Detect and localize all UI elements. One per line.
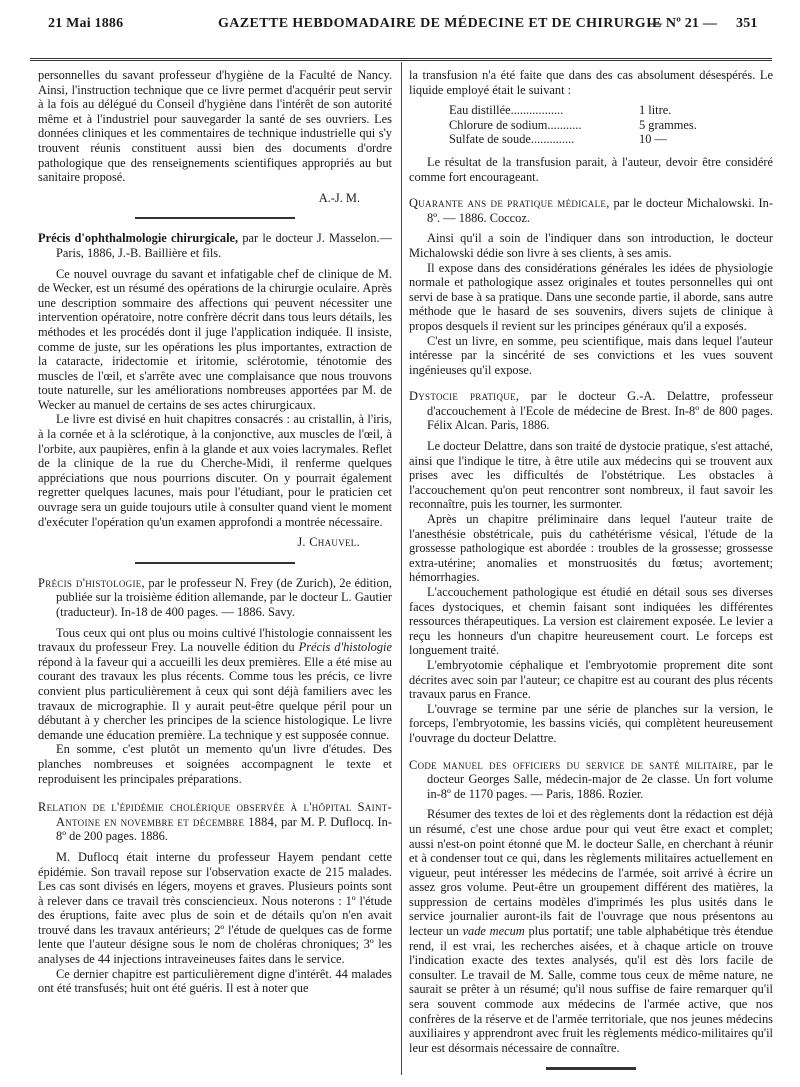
review-continuation-paragraph: la transfusion n'a été faite que dans des cas absolument désespérés. Le liquide employé était le suivant : bbox=[409, 68, 773, 97]
text-run: plus portatif; une table alphabétique très étendue rend, il est vrai, les recherches aisées, et à chaque article on trouve l'indication exacte des textes analysés, qu'il est dès lors facile de consulter. Le travail de M. Salle, comme tous ceux de même nature, ne saurait se prêter à un résumé; qu'il nous suffise de faire remarquer qu'il sera souvent commode aux médecins de l'armée active, que nos confrères de la réserve et de l'armée territoriale, que nos jeunes médecins auxiliaires y apprendront avec fruit les règlements médico-militaires qu'il leur est désormais nécessaire de connaître. bbox=[409, 924, 773, 1055]
review-paragraph: Il expose dans des considérations générales les idées de physiologie normale et pathologique assez originales et toutes personnelles qui ont servi de base à sa pratique. Dans une seconde partie, il aborde, sans autre méthode que le hasard de ses souvenirs, divers sujets de clinique à propos desquels il revient sur les principes généraux qu'il a exposés. bbox=[409, 260, 773, 333]
review-signature: J. Chauvel. bbox=[297, 535, 360, 550]
solution-formula-table bbox=[449, 103, 703, 147]
formula-row bbox=[449, 118, 703, 133]
italic-term: vade mecum bbox=[462, 924, 525, 939]
page-number: 351 bbox=[736, 16, 758, 31]
book-title: Précis d'histologie, bbox=[38, 575, 145, 590]
review-paragraph: Après un chapitre préliminaire dans lequel l'auteur traite de l'anesthésie obstétricale, puis du cathétérisme vésical, l'étude de la grossesse pathologique est abordée : troubles de la grossesse; grossesse extra-utérine; anomalies et monstruosités du fœtus; avortement; hémorrhagies. bbox=[409, 512, 773, 585]
book-title: Précis d'ophthalmologie chirurgicale, bbox=[38, 231, 239, 246]
text-run: répond à la faveur qui a accueilli les deux premières. Elle a été mise au courant des travaux les plus récents. Comme tous les précis, ce livre convient plus particulièrement à ceux qui sont déjà familiers avec les travaux de micrographie. Il y aurait peut-être quelque péril pour un débutant à y chercher les principes de la science histologique. Le livre demande une éducation première. La technique y est supposée connue. bbox=[38, 654, 392, 742]
book-details: par M. P. Duflocq. In-8º de 200 pages. 1886. bbox=[56, 814, 392, 844]
review-paragraph: L'ouvrage se termine par une série de planches sur la version, le forceps, l'embryotomie, les bassins viciés, qui complètent heureusement l'ouvrage du docteur Delattre. bbox=[409, 701, 773, 745]
page-header bbox=[30, 14, 772, 36]
section-separator bbox=[135, 217, 295, 219]
header-rule bbox=[30, 58, 772, 61]
journal-title: GAZETTE HEBDOMADAIRE DE MÉDECINE ET DE CHIRURGIE bbox=[218, 16, 662, 31]
book-details: par le docteur Georges Salle, médecin-major de 2e classe. Un fort volume in-8º de 1170 pages. — Paris, 1886. Rozier. bbox=[427, 757, 773, 801]
book-title: Quarante ans de pratique médicale, bbox=[409, 196, 610, 211]
spacer bbox=[409, 184, 773, 194]
end-separator bbox=[546, 1067, 636, 1070]
review-heading-cholera bbox=[38, 800, 392, 844]
review-heading-dystocie bbox=[409, 389, 773, 433]
book-publisher: — Paris, 1886, J.-B. Baillière et fils. bbox=[56, 231, 392, 260]
review-paragraph: Le docteur Delattre, dans son traité de dystocie pratique, s'est attaché, ainsi que l'indique le titre, à être utile aux médecins qui se trouvent aux prises avec les difficultés de l'obstétrique. Les obstacles à l'accouchement qu'on peut rencontrer sont nombreux, il faut savoir les reconnaître, puis les tourner, les surmonter. bbox=[409, 439, 773, 512]
review-heading-code-manuel bbox=[409, 758, 773, 802]
book-details: par le docteur Michalowski. In-8º. — 1886. Coccoz. bbox=[427, 196, 773, 225]
review-signature: A.-J. M. bbox=[318, 190, 360, 205]
formula-row bbox=[449, 103, 703, 118]
review-paragraph: Le résultat de la transfusion parait, à l'auteur, devoir être considéré comme fort encourageant. bbox=[409, 154, 773, 184]
review-paragraph: L'accouchement pathologique est étudié en détail sous ses diverses faces dystociques, et chemin faisant sont indiquées les différentes ressources thérapeutiques. La version est clairement exposée. Le levier a reçu les honneurs d'un chapitre heureusement court. Le forceps est longuement traité. bbox=[409, 585, 773, 658]
ingredient-name: Chlorure de sodium........... bbox=[449, 117, 582, 132]
review-heading-histologie bbox=[38, 576, 392, 620]
book-title-italic: Précis d'histologie bbox=[298, 640, 392, 655]
review-paragraph bbox=[38, 626, 392, 743]
book-author: par le docteur J. Masselon. bbox=[242, 231, 380, 246]
right-column bbox=[409, 68, 773, 1082]
ingredient-quantity: 10 — bbox=[639, 132, 667, 147]
review-paragraph: M. Duflocq était interne du professeur Hayem pendant cette épidémie. Son travail repose sur l'observation exacte de 215 malades. Les cas sont divisés en légers, moyens et graves. Plusieurs points sont à relever dans ce travail très consciencieux. Nous noterons : 1º l'étude des éruptions, faite avec plus de soin et de détails qu'on n'en avait trouvé dans les travaux antérieurs; 2º l'étude de quelques cas de forme lente que l'auteur désigne sous le nom de choléras chroniques; 3º les analyses de 44 injections intraveineuses faites dans le service. bbox=[38, 849, 392, 967]
review-heading-ophthalmologie bbox=[38, 231, 392, 260]
issue-date: 21 Mai 1886 bbox=[48, 16, 124, 31]
review-paragraph: Ce dernier chapitre est particulièrement digne d'intérêt. 44 malades ont été transfusés; huit ont été guéris. Il est à noter que bbox=[38, 966, 392, 996]
book-title: Code manuel des officiers du service de santé militaire, bbox=[409, 757, 738, 772]
review-paragraph: C'est un livre, en somme, peu scientifique, mais dans lequel l'auteur intéresse par la sincérité de ses convictions et les vues souvent ingénieuses qu'il expose. bbox=[409, 333, 773, 377]
review-paragraph: Ce nouvel ouvrage du savant et infatigable chef de clinique de M. de Wecker, est un résumé des opérations de la chirurgie oculaire. Après une description sommaire des affections qui peuvent nécessiter une intervention opératoire, notre confrère décrit dans tous leurs détails, les méthodes et les procédés dont il juge l'application indiquée. Il insiste, comme de juste, sur les opérations les plus importantes, extraction de la cataracte, iridectomie et iritomie, sclérotomie, ténotomie des muscles de l'œil, et s'arrête avec une complaisance que nous trouvons toute naturelle, sur les améliorations nombreuses apportées par M. de Wecker au manuel de certains de ses actes chirurgicaux. bbox=[38, 266, 392, 412]
review-continuation-paragraph: personnelles du savant professeur d'hygiène de la Faculté de Nancy. Ainsi, l'instruction technique que ce livre permet d'acquérir peut servir à la fois au délégué du Conseil d'hygiène dans l'intérêt de son autorité même et à l'industriel pour sauvegarder la santé de ses ouvriers. Les données cliniques et les commentaires de technique industrielle qui s'y trouvent réunis constituent aussi bien des documents d'ordre pathologique que des renseignements scientifiques appropriés au but sanitaire proposé. bbox=[38, 68, 392, 185]
book-title: Relation de l'épidémie cholérique observée à l'hôpital Saint-Antoine en novembre et décembre 1884, bbox=[38, 800, 392, 829]
issue-number: — Nº 21 — bbox=[648, 16, 718, 31]
review-paragraph: Ainsi qu'il a soin de l'indiquer dans son introduction, le docteur Michalowski dédie son livre à ses clients, à ses amis. bbox=[409, 231, 773, 260]
book-details: par le professeur N. Frey (de Zurich), 2e édition, publiée sur la troisième édition allemande, par le docteur L. Gautier (traducteur). In-18 de 400 pages. — 1886. Savy. bbox=[56, 575, 392, 619]
ingredient-name: Sulfate de soude.............. bbox=[449, 132, 575, 147]
ingredient-name: Eau distillée................. bbox=[449, 103, 564, 118]
review-paragraph: En somme, c'est plutôt un memento qu'un livre d'études. Des planches nombreuses et soignées accompagnent le texte et reproduisent les principales préparations. bbox=[38, 742, 392, 786]
spacer bbox=[409, 746, 773, 756]
spacer bbox=[409, 377, 773, 387]
review-paragraph: L'embryotomie céphalique et l'embryotomie proprement dite sont décrites avec soin par l'auteur; ce chapitre est au courant des plus récents travaux parus en France. bbox=[409, 657, 773, 702]
review-paragraph bbox=[409, 807, 773, 1055]
text-run: Tous ceux qui ont plus ou moins cultivé l'histologie connaissent les travaux du professeur Frey. La nouvelle édition du bbox=[38, 625, 392, 655]
book-title: Dystocie pratique, bbox=[409, 389, 520, 404]
formula-row bbox=[449, 132, 703, 147]
text-run: Résumer des textes de loi et des règlements dont la rédaction est déjà un résumé, c'est une chose ardue pour qui veut être exact et complet; aussi n'est-on point étonné que M. le docteur Salle, en cherchant à réunir et à condenser tout ce qui, dans les règlements militaires actuellement en vigueur, peut intéresser les médecins de l'armée, soit arrivé à écrire un assez gros volume. Peut-être un groupement différent des matières, la suppression de certains modèles d'imprimés les plus usités dans le service journalier auront-ils fait de l'ouvrage que nous présentons au lecteur un bbox=[409, 807, 773, 939]
section-separator bbox=[135, 562, 295, 564]
book-details: par le docteur G.-A. Delattre, professeur d'accouchement à l'Ecole de médecine de Brest. In-8º de 800 pages. Félix Alcan. Paris, 1886. bbox=[427, 389, 773, 433]
review-paragraph: Le livre est divisé en huit chapitres consacrés : au cristallin, à l'iris, à la cornée et à la sclérotique, à la conjonctive, aux muscles de l'œil, à l'orbite, aux paupières, enfin à la glande et aux voies lacrymales. Reflet de la clinique de la rue du Cherche-Midi, il renferme quelques appréciations que nous pourrions discuter. On y pourrait également regretter quelques lacunes, mais pour l'étudiant, pour le praticien cet ouvrage sera un guide toujours utile à consulter quand vient le moment d'exécuter l'opération qu'un examen approfondi a montrée nécessaire. bbox=[38, 412, 392, 529]
ingredient-quantity: 5 grammes. bbox=[639, 117, 697, 132]
review-heading-quarante-ans bbox=[409, 196, 773, 225]
column-divider bbox=[401, 62, 402, 1075]
left-column bbox=[38, 68, 392, 996]
ingredient-quantity: 1 litre. bbox=[639, 103, 672, 118]
spacer bbox=[38, 786, 392, 798]
